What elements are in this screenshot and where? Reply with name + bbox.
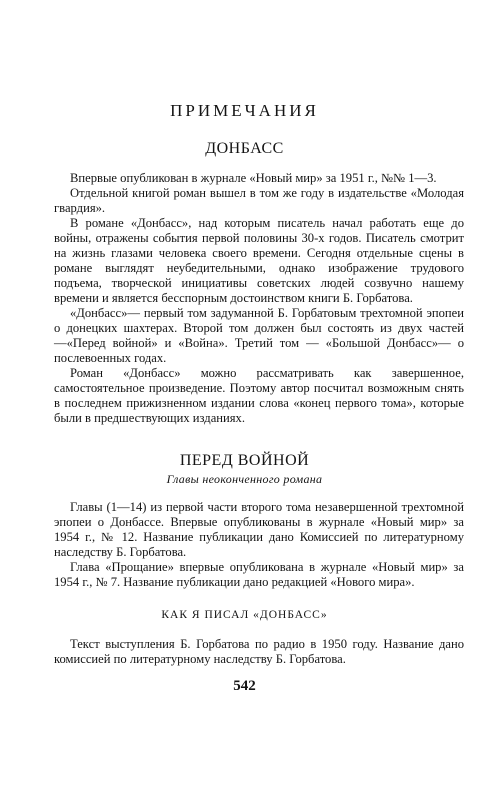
section-heading-kak-ya-pisal: КАК Я ПИСАЛ «ДОНБАСС» — [161, 609, 328, 621]
paragraph: Отдельной книгой роман вышел в том же году в издательстве «Молодая гвардия». — [54, 186, 464, 215]
section-heading-pered-voynoy: ПЕРЕД ВОЙНОЙ — [179, 452, 310, 469]
paragraph: Текст выступления Б. Горбатова по радио в 1950 году. Название дано комиссией по литературному наследству Б. Горбатова. — [54, 637, 464, 666]
paragraph: Роман «Донбасс» можно рассматривать как завершенное, самостоятельное произведение. Поэтому автор посчитал возможным снять в последнем прижизненном издании слова «конец первого тома», которые были в предшествующих изданиях. — [54, 366, 464, 425]
paragraph: Глава «Прощание» впервые опубликована в журнале «Новый мир» за 1954 г., № 7. Название публикации дано редакцией «Нового мира». — [54, 560, 464, 589]
paragraph: «Донбасс»— первый том задуманной Б. Горбатовым трехтомной эпопеи о донецких шахтерах. Второй том должен был состоять из двух частей —«Перед войной» и «Война». Третий том — «Большой Донбасс»— о послевоенных годах. — [54, 306, 464, 365]
paragraph: Впервые опубликован в журнале «Новый мир» за 1951 г., №№ 1—3. — [70, 171, 437, 185]
section-body-donbass — [54, 171, 464, 426]
paragraph: В романе «Донбасс», над которым писатель начал работать еще до войны, отражены события первой половины 30-х годов. Писатель смотрит на жизнь глазами человека своего времени. Сегодня отдельные сцены в романе выглядят неубедительными, однако изображение трудового подъема, творческой инициативы советских людей созвучно нашему времени и является бесспорным достоинством книги Б. Горбатова. — [54, 216, 464, 305]
page-number: 542 — [233, 678, 256, 694]
page-title: ПРИМЕЧАНИЯ — [170, 101, 319, 120]
section-subtitle: Главы неоконченного романа — [166, 472, 323, 486]
paragraph: Главы (1—14) из первой части второго тома незавершенной трехтомной эпопеи о Донбассе. Впервые опубликованы в журнале «Новый мир» за 1954 г., № 12. Название публикации дано Комиссией по литературному наследству Б. Горбатова. — [54, 500, 464, 559]
section-heading-donbass: ДОНБАСС — [205, 140, 284, 157]
section-body-kak-ya-pisal — [54, 637, 464, 667]
section-body-pered-voynoy — [54, 500, 464, 590]
